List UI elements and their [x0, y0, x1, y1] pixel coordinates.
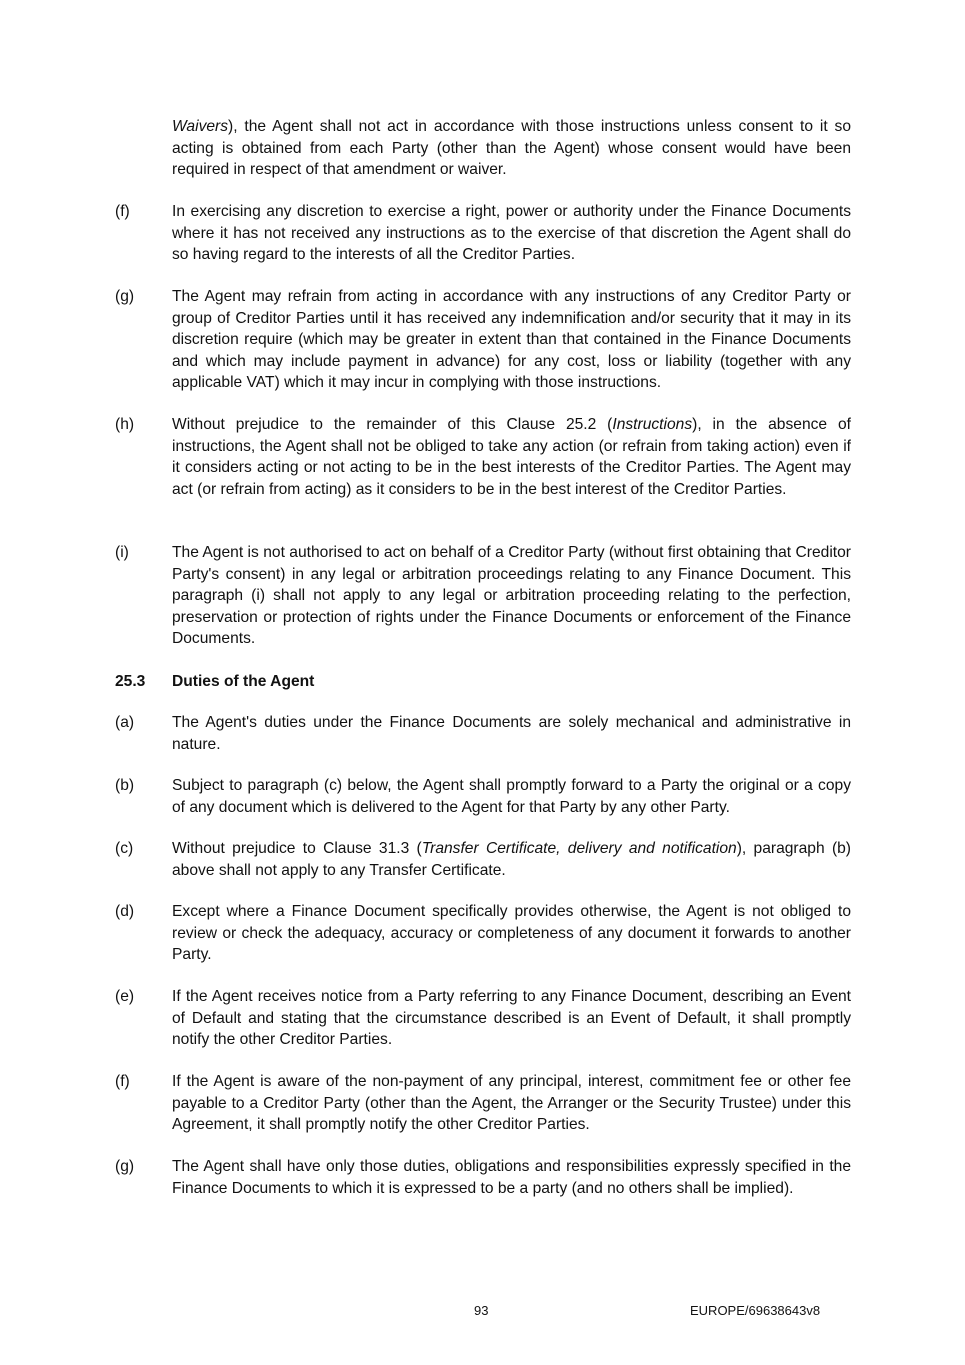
item-label: (g): [115, 288, 135, 305]
item-label: (b): [115, 777, 135, 794]
item-text-after: ), paragraph (b) above shall not apply to any Transfer Certificate.: [172, 840, 852, 879]
item-label: (f): [115, 203, 130, 220]
continuation-italic: Waivers: [172, 118, 229, 135]
item-text: The Agent is not authorised to act on behalf of a Creditor Party (without first obtaining that Creditor Party's consent) in any legal or arbitration proceedings relating to any Finance Document. This paragraph (i) shall not apply to any legal or arbitration proceeding relating to the perfection, preservation or protection of rights under the Finance Documents or enforcement of the Finance Documents.: [172, 544, 851, 648]
continuation-paragraph: [172, 116, 851, 181]
item-label: (g): [115, 1158, 135, 1175]
item-text: [172, 414, 851, 500]
item-text: The Agent may refrain from acting in accordance with any instructions of any Creditor Party or group of Creditor Parties until it has received any indemnification and/or security that it may in its discretion require (which may be greater in extent than that contained in the Finance Documents and which may include payment in advance) for any cost, loss or liability (together with any applicable VAT) which it may incur in complying with those instructions.: [172, 288, 851, 392]
section-title: Duties of the Agent: [172, 673, 315, 690]
item-label: (d): [115, 903, 135, 920]
item-text: The Agent's duties under the Finance Documents are solely mechanical and administrative in nature.: [172, 714, 851, 753]
page-number: 93: [474, 1303, 489, 1318]
item-label: (a): [115, 714, 135, 731]
item-label: (h): [115, 416, 135, 433]
item-text: If the Agent receives notice from a Party referring to any Finance Document, describing an Event of Default and stating that the circumstance described is an Event of Default, it shall promptly notify the other Creditor Parties.: [172, 988, 851, 1049]
item-text-italic: Transfer Certificate, delivery and notification: [421, 840, 737, 857]
continuation-text: ), the Agent shall not act in accordance with those instructions unless consent to it so acting is obtained from each Party (other than the Agent) whose consent would have been required in respect of that amendment or waiver.: [172, 118, 851, 179]
item-label: (c): [115, 840, 134, 857]
item-text-before: Without prejudice to Clause 31.3 (: [172, 840, 422, 857]
item-text: The Agent shall have only those duties, obligations and responsibilities expressly specified in the Finance Documents to which it is expressed to be a party (and no others shall be implied).: [172, 1158, 851, 1197]
item-text: Subject to paragraph (c) below, the Agent shall promptly forward to a Party the original or a copy of any document which is delivered to the Agent for that Party by any other Party.: [172, 777, 851, 816]
item-label: (e): [115, 988, 135, 1005]
item-label: (i): [115, 544, 129, 561]
item-text: Except where a Finance Document specifically provides otherwise, the Agent is not obliged to review or check the adequacy, accuracy or completeness of any document it forwards to another Party.: [172, 903, 851, 964]
section-number: 25.3: [115, 673, 146, 690]
item-text-italic: Instructions: [612, 416, 693, 433]
item-text-before: Without prejudice to the remainder of this Clause 25.2 (: [172, 416, 613, 433]
item-text: In exercising any discretion to exercise a right, power or authority under the Finance Documents where it has not received any instructions as to the exercise of that discretion the Agent shall do so having regard to the interests of all the Creditor Parties.: [172, 203, 851, 264]
document-reference: EUROPE/69638643v8: [690, 1303, 821, 1318]
item-text: [172, 838, 851, 881]
item-label: (f): [115, 1073, 130, 1090]
item-text-after: ), in the absence of instructions, the Agent shall not be obliged to take any action (or refrain from taking action) even if it considers acting or not acting to be in the best interests of the Creditor Parties. The Agent may act (or refrain from acting) as it considers to be in the best interest of the Creditor Parties.: [172, 416, 851, 498]
item-text: If the Agent is aware of the non-payment of any principal, interest, commitment fee or other fee payable to a Creditor Party (other than the Agent, the Arranger or the Security Trustee) under this Agreement, it shall promptly notify the other Creditor Parties.: [172, 1073, 851, 1134]
